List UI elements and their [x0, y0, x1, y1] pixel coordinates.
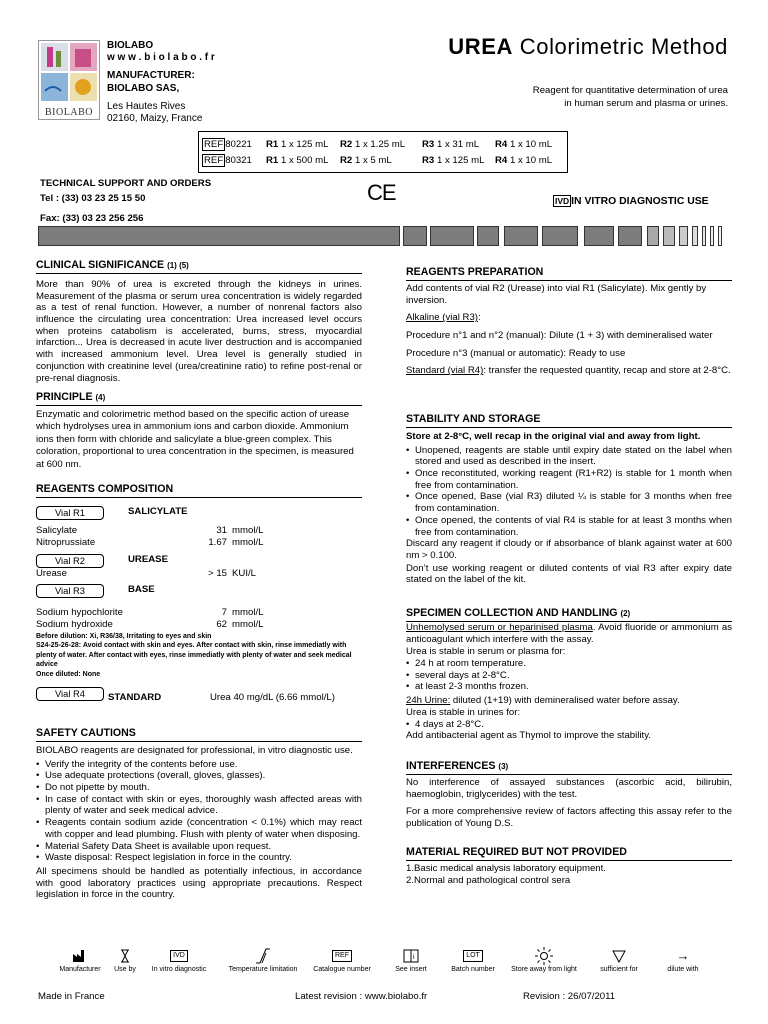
- procedure-3: Procedure n°3 (manual or automatic): Ready to use: [406, 347, 626, 359]
- r3-label: R3: [422, 155, 435, 166]
- r4-label: R4: [495, 139, 508, 150]
- ivd-box: IVD: [555, 196, 570, 206]
- r3-value: 1 x 125 mL: [436, 155, 485, 166]
- material-item-2: 2.Normal and pathological control sera: [406, 874, 571, 886]
- material-item-1: 1.Basic medical analysis laboratory equipment.: [406, 862, 606, 874]
- hazard-once-diluted: Once diluted: None: [36, 670, 101, 678]
- procedure-1-2: Procedure n°1 and n°2 (manual): Dilute (1 + 3) with demineralised water: [406, 330, 713, 342]
- symbol-catalogue: [306, 946, 378, 975]
- alkaline-label: Alkaline (vial R3): [406, 312, 478, 324]
- interferences-text-1: No interference of assayed substances (ascorbic acid, bilirubin, haemoglobin, triglycerides) with the test.: [406, 776, 732, 800]
- safety-section: [36, 727, 362, 901]
- ce-mark-icon: CE: [367, 180, 396, 205]
- svg-text:i: i: [413, 954, 415, 961]
- symbol-label: dilute with: [667, 966, 699, 973]
- support-title: TECHNICAL SUPPORT AND ORDERS: [40, 178, 212, 189]
- list-item: • Material Safety Data Sheet is available upon request.: [36, 841, 362, 853]
- stability-discard: Discard any reagent if cloudy or if absorbance of blank against water at 600 nm > 0.100.: [406, 538, 732, 561]
- r4-label: R4: [495, 155, 508, 166]
- ref-label: REF: [204, 155, 224, 166]
- footer-latest-revision[interactable]: Latest revision : www.biolabo.fr: [295, 991, 428, 1002]
- hazard-before-dilution: Before dilution: Xi, R36/38, Irritating to eyes and skin: [36, 632, 212, 640]
- list-item: • Once reconstituted, working reagent (R1+R2) is stable for 1 month when free from contamination.: [406, 468, 732, 491]
- r2-label: R2: [340, 155, 353, 166]
- address-line-1: Les Hautes Rives: [107, 100, 186, 112]
- logo-graphic: [39, 41, 99, 103]
- symbol-see-insert: [388, 946, 434, 975]
- ref-icon: REF: [306, 946, 378, 966]
- list-item: • Waste disposal: Respect legislation in force in the country.: [36, 852, 362, 864]
- vial-r4-label: Vial R4: [36, 687, 104, 701]
- standard-text: : transfer the requested quantity, recap and store at 2-8°C.: [483, 365, 731, 377]
- clinical-text: More than 90% of urea is excreted through the kidneys in urines. Measurement of the plasma or serum urea concentration is widely regarded as a test of renal function. However, a number of nonrenal factors also influence the circulating urea concentration: Urea increased level occurs when proteins catabolism is accelerated, burns, stress, myocardial infarction... Urea is decreased in acute liver destruction and is accompanied with increased ammonium level. Urea level is generally studied in conjunction with creatinine level (urea/creatinine ratio) to refine post-renal or pre-renal diagnosis.: [36, 278, 362, 384]
- urine-label: 24h Urine:: [406, 695, 451, 707]
- grey-barcode-bar: [38, 226, 728, 246]
- stability-lead: Store at 2-8°C, well recap in the original vial and away from light.: [406, 430, 701, 442]
- r2-value: 1 x 1.25 mL: [354, 139, 406, 150]
- list-item: • Reagents contain sodium azide (concentration < 0.1%) which may react with copper and lead plumbing. Flush with plenty of water when disposing.: [36, 817, 362, 840]
- ref-code: 80321: [225, 155, 252, 166]
- material-section: [406, 846, 732, 886]
- factory-icon: [52, 946, 108, 966]
- r3-label: R3: [422, 139, 435, 150]
- list-item: • Once opened, the contents of vial R4 is stable for at least 3 months when free from contamination.: [406, 515, 732, 538]
- symbol-label: Store away from light: [511, 966, 577, 973]
- list-item: • 24 h at room temperature.: [406, 658, 732, 670]
- document-title: [448, 34, 728, 61]
- r1-label: R1: [266, 139, 279, 150]
- r2-label: R2: [340, 139, 353, 150]
- ref-row: [202, 153, 567, 169]
- urine-list: [406, 719, 732, 731]
- logo-text: BIOLABO: [45, 106, 93, 118]
- symbol-dilute: [660, 946, 706, 975]
- hazard-s-phrases: S24-25-26-28: Avoid contact with skin and eyes. After contact with skin, rinse immediatly with plenty of water. After contact with eyes, rinse immediatly with plenty of water and seek medical advice: [36, 642, 352, 669]
- stability-heading: STABILITY AND STORAGE: [406, 413, 732, 428]
- symbol-label: See insert: [395, 966, 427, 973]
- table-row: Nitroprussiate 1.67 mmol/L: [36, 536, 264, 548]
- vial-r3-name: BASE: [128, 583, 155, 595]
- symbol-label: Manufacturer: [59, 966, 101, 973]
- alkaline-colon: :: [477, 312, 481, 324]
- specimen-antibacterial: Add antibacterial agent as Thymol to improve the stability.: [406, 730, 651, 742]
- symbol-light: [504, 946, 584, 975]
- ivd-text: IN VITRO DIAGNOSTIC USE: [571, 196, 709, 207]
- preparation-text: Add contents of vial R2 (Urease) into vial R1 (Salicylate). Mix gently by inversion.: [406, 282, 707, 306]
- r3-value: 1 x 31 mL: [436, 139, 480, 150]
- composition-section: [36, 483, 362, 701]
- stability-list: [406, 445, 732, 539]
- company-name: BIOLABO: [107, 40, 154, 51]
- lot-icon: LOT: [446, 946, 500, 966]
- principle-text: Enzymatic and colorimetric method based on the specific action of urease which hydrolyses urea in ammonium ions and carbon dioxide. Ammonium ions then form with chloride and salicylate a blue-green complex. This coloration, proportional to urea concentration in the specimen, is measured at 600 nm.: [36, 408, 354, 470]
- title-rest: Colorimetric Method: [519, 34, 728, 59]
- arrow-icon: →: [676, 948, 690, 964]
- urine-text: diluted (1+19) with demineralised water before assay.: [450, 695, 680, 707]
- company-website[interactable]: w w w . b i o l a b o . f r: [107, 52, 215, 64]
- r1-label: R1: [266, 155, 279, 166]
- clinical-heading: CLINICAL SIGNIFICANCE (1) (5): [36, 259, 362, 274]
- hourglass-icon: [108, 946, 142, 966]
- title-bold: UREA: [448, 34, 514, 59]
- ref-code: 80221: [225, 139, 252, 150]
- sufficient-icon: [594, 946, 644, 966]
- r1-value: 1 x 500 mL: [280, 155, 329, 166]
- footer-revision: Revision : 26/07/2011: [523, 991, 616, 1002]
- specimen-heading: SPECIMEN COLLECTION AND HANDLING (2): [406, 607, 732, 622]
- material-heading: MATERIAL REQUIRED BUT NOT PROVIDED: [406, 846, 732, 861]
- principle-heading: PRINCIPLE (4): [36, 391, 362, 406]
- safety-heading: SAFETY CAUTIONS: [36, 727, 362, 742]
- support-fax: Fax: (33) 03 23 256 256: [40, 213, 144, 224]
- r4-value: 1 x 10 mL: [509, 139, 553, 150]
- vial-r2-label: Vial R2: [36, 554, 104, 568]
- list-item: • at least 2-3 months frozen.: [406, 681, 732, 693]
- interferences-text-2: For a more comprehensive review of factors affecting this assay refer to the publication of Young D.S.: [406, 806, 732, 830]
- composition-heading: REAGENTS COMPOSITION: [36, 483, 362, 498]
- subtitle-line-1: Reagent for quantitative determination of urea: [532, 85, 728, 96]
- table-row: Sodium hypochlorite 7 mmol/L: [36, 606, 264, 618]
- symbol-temperature: [222, 946, 304, 975]
- interferences-heading: INTERFERENCES (3): [406, 760, 732, 775]
- manufacturer-label: MANUFACTURER:: [107, 70, 195, 82]
- list-item: • several days at 2-8°C.: [406, 670, 732, 682]
- stability-dont: Don’t use working reagent or diluted contents of vial R3 after expiry date stated on the label of the kit.: [406, 562, 732, 586]
- symbol-label: sufficient for: [600, 966, 638, 973]
- r4-value: 1 x 10 mL: [509, 155, 553, 166]
- symbol-manufacturer: [52, 946, 108, 975]
- stability-section: [406, 413, 732, 586]
- r1-value: 1 x 125 mL: [280, 139, 329, 150]
- preparation-heading: REAGENTS PREPARATION: [406, 266, 732, 281]
- manufacturer-name: BIOLABO SAS,: [107, 82, 180, 94]
- vial-r4-name: STANDARD: [108, 691, 162, 703]
- address-line-2: 02160, Maizy, France: [107, 112, 203, 124]
- serum-list: [406, 658, 732, 693]
- subtitle-line-2: in human serum and plasma or urines.: [564, 98, 728, 109]
- preparation-section: [406, 266, 732, 377]
- specimen-section: [406, 607, 732, 742]
- symbol-label: Use by: [114, 966, 136, 973]
- vial-r4-value: Urea 40 mg/dL (6.66 mmol/L): [210, 691, 335, 703]
- standard-label: Standard (vial R4): [406, 365, 484, 377]
- list-item: • Use adequate protections (overall, gloves, glasses).: [36, 770, 362, 782]
- r1-table: [36, 525, 336, 549]
- specimen-intro: Unhemolysed serum or heparinised plasma. Avoid fluoride or ammonium as anticoagulant which interfere with the assay.: [406, 621, 732, 645]
- r3-table: [36, 607, 336, 631]
- ref-box: [198, 131, 568, 173]
- specimen-serum-stability: Urea is stable in serum or plasma for:: [406, 646, 566, 658]
- r2-value: 1 x 5 mL: [354, 155, 392, 166]
- table-row: Sodium hydroxide 62 mmol/L: [36, 618, 264, 630]
- vial-r1-name: SALICYLATE: [128, 505, 188, 517]
- safety-intro: BIOLABO reagents are designated for professional, in vitro diagnostic use.: [36, 744, 353, 756]
- table-row: Salicylate 31 mmol/L: [36, 524, 264, 536]
- principle-section: [36, 391, 362, 471]
- symbol-sufficient: [594, 946, 644, 975]
- symbol-batch: [446, 946, 500, 975]
- list-item: • Once opened, Base (vial R3) diluted ¼ is stable for 3 months when free from contamination.: [406, 491, 732, 514]
- clinical-section: [36, 259, 362, 384]
- symbol-ivd: [144, 946, 214, 975]
- book-icon: [388, 946, 434, 966]
- list-item: • Verify the integrity of the contents before use.: [36, 759, 362, 771]
- vial-r2-name: UREASE: [128, 553, 168, 565]
- list-item: • Do not pipette by mouth.: [36, 782, 362, 794]
- list-item: • Unopened, reagents are stable until expiry date stated on the label when stored and used as described in the insert.: [406, 445, 732, 468]
- thermometer-icon: [222, 946, 304, 966]
- vial-r1-label: Vial R1: [36, 506, 104, 520]
- list-item: • In case of contact with skin or eyes, thoroughly wash affected areas with plenty of water and seek medical advice.: [36, 794, 362, 817]
- specimen-urine-stability: Urea is stable in urines for:: [406, 706, 521, 718]
- sun-icon: [504, 946, 584, 966]
- footer-made-in: Made in France: [38, 991, 105, 1002]
- symbol-label: Batch number: [451, 966, 495, 973]
- symbol-label: Catalogue number: [313, 966, 371, 973]
- symbol-label: In vitro diagnostic: [151, 966, 207, 973]
- vial-r3-label: Vial R3: [36, 584, 104, 598]
- table-row: Urease > 15 KUI/L: [36, 567, 256, 579]
- ref-label: REF: [204, 139, 224, 150]
- ref-row: [202, 137, 567, 153]
- symbol-label: Temperature limitation: [228, 966, 298, 973]
- ivd-icon: IVD: [144, 946, 214, 966]
- list-item: • 4 days at 2-8°C.: [406, 719, 732, 731]
- safety-list: [36, 759, 362, 864]
- r2-table: [36, 568, 336, 580]
- brand-logo: [38, 40, 100, 120]
- interferences-section: [406, 760, 732, 830]
- support-tel: Tel : (33) 03 23 25 15 50: [40, 193, 146, 204]
- symbol-use-by: [108, 946, 142, 975]
- safety-outro: All specimens should be handled as potentially infectious, in accordance with good laboratory practices using appropriate precautions. Respect legislation in force in the country.: [36, 865, 362, 901]
